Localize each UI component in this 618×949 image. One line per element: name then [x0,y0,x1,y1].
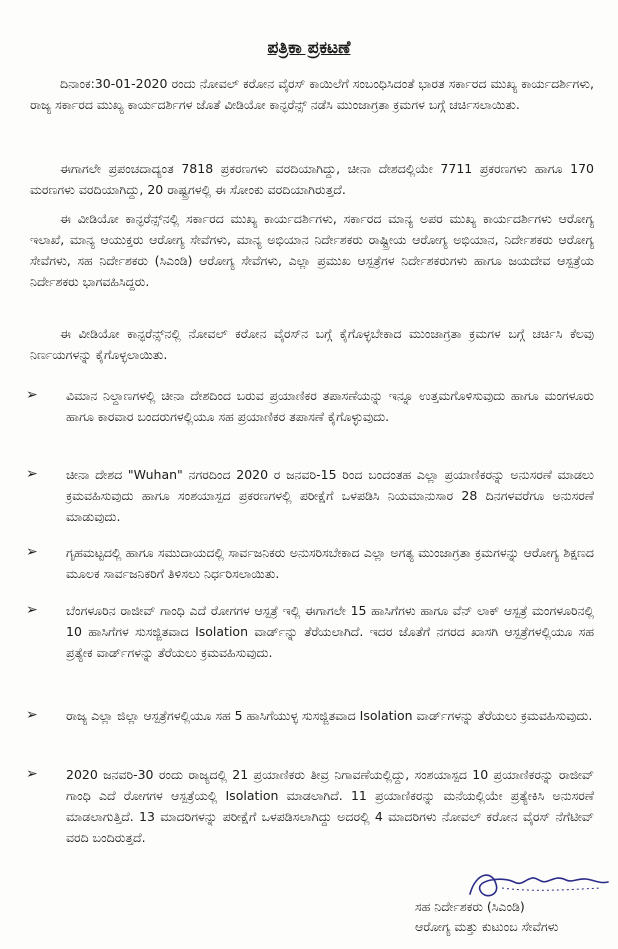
bullet-text: ಚೀನಾ ದೇಶದ "Wuhan" ನಗರದಿಂದ 2020 ರ ಜನವರಿ-15 ರಿಂದ ಬಂದಂತಹ ಎಲ್ಲಾ ಪ್ರಯಾಣಿಕರನ್ನು ಅನುಸರಣೆ ಮಾಡಲು ಕ್ರಮವಹಿಸುವುದು ಹಾಗೂ ಸಂಶಯಾಸ್ಪದ ಪ್ರಕರಣಗಳಲ್ಲಿ ಪರೀಕ್ಷೆಗೆ ಒಳಪಡಿಸಿ ನಿಯಮಾನುಸಾರ 28 ದಿನಗಳವರೆಗೂ ಅನುಸರಣೆ ಮಾಡುವುದು. [66,467,594,524]
arrow-bullet-icon: ➢ [26,766,38,782]
signatory-department: ಆರೋಗ್ಯ ಮತ್ತು ಕುಟುಂಬ ಸೇವೆಗಳು [415,919,559,934]
bullet-text: ಗೃಹಮಟ್ಟದಲ್ಲಿ ಹಾಗೂ ಸಮುದಾಯದಲ್ಲಿ ಸಾರ್ವಜನಿಕರು ಅನುಸರಿಸಬೇಕಾದ ಎಲ್ಲಾ ಅಗತ್ಯ ಮುಂಜಾಗ್ರತಾ ಕ್ರಮಗಳನ್ನು ಆರೋಗ್ಯ ಶಿಕ್ಷಣದ ಮೂಲಕ ಸಾರ್ವಜನಿಕರಿಗೆ ತಿಳಿಸಲು ನಿರ್ಧರಿಸಲಾಯಿತು. [66,545,594,581]
bullet-text: ವಿಮಾನ ನಿಲ್ದಾಣಗಳಲ್ಲಿ ಚೀನಾ ದೇಶದಿಂದ ಬರುವ ಪ್ರಯಾಣಿಕರ ತಪಾಸಣೆಯನ್ನು ಇನ್ನೂ ಉತ್ತಮಗೊಳಿಸುವುದು ಹಾಗೂ ಮಂಗಳೂರು ಹಾಗೂ ಕಾರವಾರ ಬಂದರುಗಳಲ್ಲಿಯೂ ಸಹ ಪ್ರಯಾಣಿಕರ ತಪಾಸಣೆ ಕೈಗೊಳ್ಳುವುದು. [66,388,594,424]
paragraph-2: ಈಗಾಗಲೇ ಪ್ರಪಂಚದಾದ್ಯಂತ 7818 ಪ್ರಕರಣಗಳು ವರದಿಯಾಗಿದ್ದು, ಚೀನಾ ದೇಶದಲ್ಲಿಯೇ 7711 ಪ್ರಕರಣಗಳು ಹಾಗೂ 170 ಮರಣಗಳು ವರದಿಯಾಗಿದ್ದು, 20 ರಾಷ್ಟ್ರಗಳಲ್ಲಿ ಈ ಸೋಂಕು ವರದಿಯಾಗಿರುತ್ತದೆ. [30,161,594,197]
arrow-bullet-icon: ➢ [26,387,38,403]
bullet-text: ರಾಜ್ಯ ಎಲ್ಲಾ ಜಿಲ್ಲಾ ಆಸ್ಪತ್ರೆಗಳಲ್ಲಿಯೂ ಸಹ 5 ಹಾಸಿಗೆಯುಳ್ಳ ಸುಸಜ್ಜಿತವಾದ Isolation ವಾರ್ಡ್‌ಗಳನ್ನು ತೆರೆಯಲು ಕ್ರಮವಹಿಸುವುದು. [66,708,593,723]
arrow-bullet-icon: ➢ [26,544,38,560]
arrow-bullet-icon: ➢ [26,466,38,482]
arrow-bullet-icon: ➢ [26,707,38,723]
paragraph-4: ಈ ವೀಡಿಯೋ ಕಾನ್ಫರೆನ್ಸ್‌ನಲ್ಲಿ ನೋವಲ್ ಕರೋನ ವೈರಸ್‌ನ ಬಗ್ಗೆ ಕೈಗೊಳ್ಳಬೇಕಾದ ಮುಂಜಾಗ್ರತಾ ಕ್ರಮಗಳ ಬಗ್ಗೆ ಚರ್ಚಿಸಿ ಕೆಲವು ನಿರ್ಣಯಗಳನ್ನು ಕೈಗೊಳ್ಳಲಾಯಿತು. [30,326,594,362]
signatory-designation: ಸಹ ನಿರ್ದೇಶಕರು (ಸಿಎಂಡಿ) [415,899,525,914]
paragraph-3: ಈ ವೀಡಿಯೋ ಕಾನ್ಫರೆನ್ಸ್‌ನಲ್ಲಿ ಸರ್ಕಾರದ ಮುಖ್ಯ ಕಾರ್ಯದರ್ಶಿಗಳು, ಸರ್ಕಾರದ ಮಾನ್ಯ ಅಪರ ಮುಖ್ಯ ಕಾರ್ಯದರ್ಶಿಗಳು ಆರೋಗ್ಯ ಇಲಾಖೆ, ಮಾನ್ಯ ಆಯುಕ್ತರು ಆರೋಗ್ಯ ಸೇವೆಗಳು, ಮಾನ್ಯ ಅಭಿಯಾನ ನಿರ್ದೇಶಕರು ರಾಷ್ಟ್ರೀಯ ಆರೋಗ್ಯ ಅಭಿಯಾನ, ನಿರ್ದೇಶಕರು ಆರೋಗ್ಯ ಸೇವೆಗಳು, ಸಹ ನಿರ್ದೇಶಕರು (ಸಿಎಂಡಿ) ಆರೋಗ್ಯ ಸೇವೆಗಳು, ಎಲ್ಲಾ ಪ್ರಮುಖ ಆಸ್ಪತ್ರೆಗಳ ನಿರ್ದೇಶಕರುಗಳು ಹಾಗೂ ಜಯದೇವ ಆಸ್ಪತ್ರೆಯ ನಿರ್ದೇಶಕರು ಭಾಗವಹಿಸಿದ್ದರು. [30,211,594,289]
paragraph-1: ದಿನಾಂಕ:30-01-2020 ರಂದು ನೋವಲ್ ಕರೋನ ವೈರಸ್ ಕಾಯಿಲೆಗೆ ಸಂಬಂಧಿಸಿದಂತೆ ಭಾರತ ಸರ್ಕಾರದ ಮುಖ್ಯ ಕಾರ್ಯದರ್ಶಿಗಳು, ರಾಜ್ಯ ಸರ್ಕಾರದ ಮುಖ್ಯ ಕಾರ್ಯದರ್ಶಿಗಳ ಜೊತೆ ವೀಡಿಯೋ ಕಾನ್ಫರೆನ್ಸ್ ನಡೆಸಿ ಮುಂಜಾಗ್ರತಾ ಕ್ರಮಗಳ ಬಗ್ಗೆ ಚರ್ಚಿಸಲಾಯಿತು. [30,76,594,112]
arrow-bullet-icon: ➢ [26,602,38,618]
bullet-text: ಬೆಂಗಳೂರಿನ ರಾಜೀವ್ ಗಾಂಧಿ ಎದೆ ರೋಗಗಳ ಆಸ್ಪತ್ರೆ ಇಲ್ಲಿ ಈಗಾಗಲೇ 15 ಹಾಸಿಗೆಗಳು ಹಾಗೂ ವೆನ್ ಲಾಕ್ ಆಸ್ಪತ್ರೆ ಮಂಗಳೂರಿನಲ್ಲಿ 10 ಹಾಸಿಗೆಗಳ ಸುಸಜ್ಜಿತವಾದ Isolation ವಾರ್ಡ್‌ನ್ನು ತೆರೆಯಲಾಗಿದೆ. ಇದರ ಜೊತೆಗೆ ನಗರದ ಖಾಸಗಿ ಆಸ್ಪತ್ರೆಗಳಲ್ಲಿಯೂ ಸಹ ಪ್ರತ್ಯೇಕ ವಾರ್ಡ್‌ಗಳನ್ನು ತೆರೆಯಲು ಕ್ರಮವಹಿಸುವುದು. [66,603,594,660]
page-title: ಪತ್ರಿಕಾ ಪ್ರಕಟಣೆ [267,38,351,58]
bullet-text: 2020 ಜನವರಿ-30 ರಂದು ರಾಜ್ಯದಲ್ಲಿ 21 ಪ್ರಯಾಣಿಕರು ತೀವ್ರ ನಿಗಾವಣೆಯಲ್ಲಿದ್ದು, ಸಂಶಯಾಸ್ಪದ 10 ಪ್ರಯಾಣಿಕರನ್ನು ರಾಜೀವ್ ಗಾಂಧಿ ಎದೆ ರೋಗಗಳ ಆಸ್ಪತ್ರೆಯಲ್ಲಿ Isolation ಮಾಡಲಾಗಿದೆ. 11 ಪ್ರಯಾಣಿಕರನ್ನು ಮನೆಯಲ್ಲಿಯೇ ಪ್ರತ್ಯೇಕಿಸಿ ಅನುಸರಣೆ ಮಾಡಲಾಗುತ್ತಿದೆ. 13 ಮಾದರಿಗಳನ್ನು ಪರೀಕ್ಷೆಗೆ ಒಳಪಡಿಸಲಾಗಿದ್ದು ಅದರಲ್ಲಿ 4 ಮಾದರಿಗಳು ನೋವಲ್ ಕರೋನ ವೈರಸ್ ನೆಗೆಟೀವ್ ವರದಿ ಬಂದಿರುತ್ತದೆ. [66,767,594,845]
